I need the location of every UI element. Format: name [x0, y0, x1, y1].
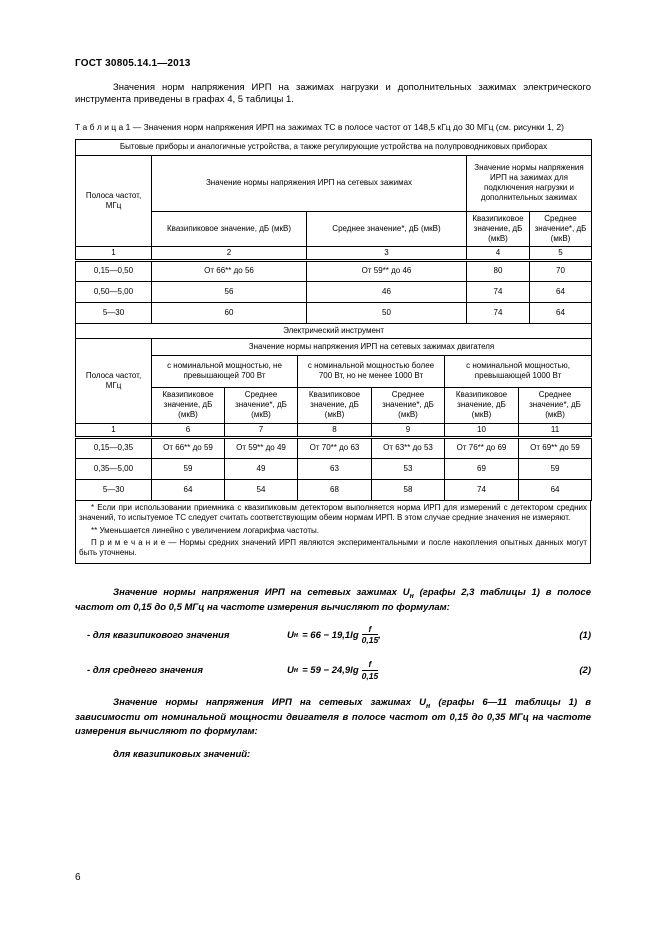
table-cell: От 70** до 63	[298, 437, 372, 458]
freq-column-header: Полоса частот, МГц	[76, 338, 152, 423]
average-header: Среднее значение*, дБ (мкВ)	[530, 211, 592, 246]
paragraph-text: (графы 6—11 таблицы 1) в зависимости от номинальной мощности двигателя в полосе частот от 0,15 до 0,35 МГц на частоте измерения вычисляют по формулам:	[75, 696, 591, 737]
col-number-cell: 11	[519, 423, 592, 437]
table-cell: 74	[445, 479, 519, 500]
table-cell: 58	[372, 479, 445, 500]
table-cell: 5—30	[76, 302, 152, 323]
column-number-row	[76, 246, 592, 260]
table-cell: 49	[225, 458, 298, 479]
formula-1-expression	[287, 625, 381, 647]
fraction-denominator: 0,15	[361, 635, 379, 646]
footnote-cell	[76, 500, 591, 563]
closing-line: для квазипиковых значений:	[113, 749, 251, 761]
table-cell: 64	[530, 302, 592, 323]
table-row	[76, 458, 592, 479]
motor-mains-header: Значение нормы напряжения ИРП на сетевых зажимах двигателя	[152, 338, 592, 355]
table-row	[76, 500, 591, 563]
symbol-u: U	[287, 629, 294, 641]
average-header: Среднее значение*, дБ (мкВ)	[519, 387, 592, 423]
table-row	[76, 155, 592, 211]
symbol-u-subscript: н	[426, 702, 431, 710]
power-group-header: с номинальной мощностью, превышающей 1000 Вт	[445, 355, 592, 387]
table-cell: От 66** до 56	[152, 260, 307, 281]
table-cell: 0,50—5,00	[76, 281, 152, 302]
quasi-peak-header: Квазипиковое значение, дБ (мкВ)	[152, 211, 307, 246]
table-cell: От 63** до 53	[372, 437, 445, 458]
quasi-peak-header: Квазипиковое значение, дБ (мкВ)	[467, 211, 530, 246]
power-group-header: с номинальной мощностью, не превышающей 700 Вт	[152, 355, 298, 387]
table-cell: 46	[307, 281, 467, 302]
table-cell: 68	[298, 479, 372, 500]
fraction-numerator: f	[362, 625, 379, 636]
table-cell: 74	[467, 302, 530, 323]
col-number-cell: 1	[76, 423, 152, 437]
table-row	[76, 323, 592, 338]
table-cell: От 66** до 59	[152, 437, 225, 458]
table-cell: 64	[152, 479, 225, 500]
table-row	[76, 387, 592, 423]
col-number-cell: 4	[467, 246, 530, 260]
table-cell: 0,15—0,50	[76, 260, 152, 281]
fraction	[362, 660, 379, 682]
table-cell: 5—30	[76, 479, 152, 500]
fraction	[362, 625, 379, 647]
table-cell: 80	[467, 260, 530, 281]
table-row	[76, 302, 592, 323]
symbol-u-subscript: н	[409, 592, 414, 600]
table-footnote-block	[75, 500, 591, 564]
formula-section	[75, 586, 591, 762]
table-caption: Т а б л и ц а 1 — Значения норм напряжения ИРП на зажимах ТС в полосе частот от 148,5 кГц до 30 МГц (см. рисунки 1, 2)	[75, 121, 564, 132]
quasi-peak-header: Квазипиковое значение, дБ (мкВ)	[298, 387, 372, 423]
table-row	[76, 281, 592, 302]
table2-electric-tools	[75, 323, 592, 501]
table-row	[76, 355, 592, 387]
column-number-row	[76, 423, 592, 437]
symbol-u: U	[419, 696, 427, 708]
formula-2-number: (2)	[579, 665, 591, 677]
power-group-header: с номинальной мощностью более 700 Вт, но не менее 1000 Вт	[298, 355, 445, 387]
symbol-u-subscript: н	[293, 631, 299, 639]
intro-paragraph: Значения норм напряжения ИРП на зажимах нагрузки и дополнительных зажимах электрического инструмента приведены в графах 4, 5 таблицы 1.	[75, 82, 591, 106]
average-header: Среднее значение*, дБ (мкВ)	[225, 387, 298, 423]
col-number-cell: 2	[152, 246, 307, 260]
formula-equation: = 59 − 24,9lg	[302, 665, 359, 677]
col-number-cell: 6	[152, 423, 225, 437]
table-cell: 53	[372, 458, 445, 479]
table-cell: 60	[152, 302, 307, 323]
footnote-note: П р и м е ч а н и е — Нормы средних значений ИРП являются экспериментальными и после накопления опытных данных могут быть уточнены.	[79, 537, 587, 558]
page-number: 6	[75, 872, 81, 883]
col-number-cell: 3	[307, 246, 467, 260]
mains-terminals-header: Значение нормы напряжения ИРП на сетевых зажимах	[152, 155, 467, 211]
table-row	[76, 437, 592, 458]
table-row	[76, 260, 592, 281]
col-number-cell: 7	[225, 423, 298, 437]
symbol-u: U	[287, 665, 294, 677]
table-cell: 59	[519, 458, 592, 479]
quasi-peak-header: Квазипиковое значение, дБ (мкВ)	[445, 387, 519, 423]
col-number-cell: 5	[530, 246, 592, 260]
formula-2-row	[87, 660, 591, 682]
table-cell: 56	[152, 281, 307, 302]
doc-number: ГОСТ 30805.14.1—2013	[75, 58, 191, 69]
col-number-cell: 10	[445, 423, 519, 437]
table-cell: 74	[467, 281, 530, 302]
load-terminals-header: Значение нормы напряжения ИРП на зажимах для подключения нагрузки и дополнительных зажимах	[467, 155, 592, 211]
formula-paragraph-2	[75, 696, 591, 738]
table-cell: 64	[530, 281, 592, 302]
paragraph-text: Значение нормы напряжения ИРП на сетевых зажимах	[113, 696, 420, 708]
table-cell: 54	[225, 479, 298, 500]
paragraph-text: Значение нормы напряжения ИРП на сетевых зажимах	[113, 586, 403, 598]
formula-equation: = 66 − 19,1lg	[302, 629, 359, 641]
table-row	[76, 211, 592, 246]
paragraph-text: (графы 2,3 таблицы 1) в полосе частот от 0,15 до 0,5 МГц на частоте измерения вычисляют по формулам:	[75, 586, 591, 614]
table-row	[76, 479, 592, 500]
col-number-cell: 9	[372, 423, 445, 437]
table1-household	[75, 139, 592, 324]
freq-column-header: Полоса частот, МГц	[76, 155, 152, 246]
table1-top-header-cell: Бытовые приборы и аналогичные устройства, а также регулирующие устройства на полупроводниковых приборах	[76, 139, 592, 155]
formula-2-expression	[287, 660, 378, 682]
average-header: Среднее значение*, дБ (мкВ)	[307, 211, 467, 246]
footnote-double-star: ** Уменьшается линейно с увеличением логарифма частоты.	[91, 525, 319, 535]
table-row	[76, 139, 592, 155]
symbol-u-subscript: н	[293, 667, 299, 675]
table-cell: 50	[307, 302, 467, 323]
formula-1-number: (1)	[579, 629, 591, 641]
table-cell: 69	[445, 458, 519, 479]
table-cell: От 59** до 46	[307, 260, 467, 281]
col-number-cell: 8	[298, 423, 372, 437]
table-cell: 0,35—5,00	[76, 458, 152, 479]
formula-2-label: - для среднего значения	[87, 665, 203, 677]
fraction-denominator: 0,15	[361, 670, 379, 681]
quasi-peak-header: Квазипиковое значение, дБ (мкВ)	[152, 387, 225, 423]
formula-trailing: ,	[378, 629, 381, 641]
table-row	[76, 338, 592, 355]
table-cell: От 69** до 59	[519, 437, 592, 458]
average-header: Среднее значение*, дБ (мкВ)	[372, 387, 445, 423]
table-cell: 0,15—0,35	[76, 437, 152, 458]
formula-paragraph-1	[75, 586, 591, 615]
table-cell: 59	[152, 458, 225, 479]
formula-1-row	[87, 625, 591, 647]
table-cell: 64	[519, 479, 592, 500]
symbol-u: U	[402, 586, 410, 598]
col-number-cell: 1	[76, 246, 152, 260]
section-header-cell: Электрический инструмент	[76, 323, 592, 338]
fraction-numerator: f	[362, 660, 379, 671]
table-cell: От 76** до 69	[445, 437, 519, 458]
table-cell: 63	[298, 458, 372, 479]
table-cell: От 59** до 49	[225, 437, 298, 458]
table-cell: 70	[530, 260, 592, 281]
footnote-star: * Если при использовании приемника с квазипиковым детектором выполняется норма ИРП для измерений с детектором средних значений, то испытуемое ТС следует считать соответствующим обеим нормам ИРП. В этом случае средние значения не измеряют.	[79, 502, 587, 523]
formula-1-label: - для квазипикового значения	[87, 629, 230, 641]
